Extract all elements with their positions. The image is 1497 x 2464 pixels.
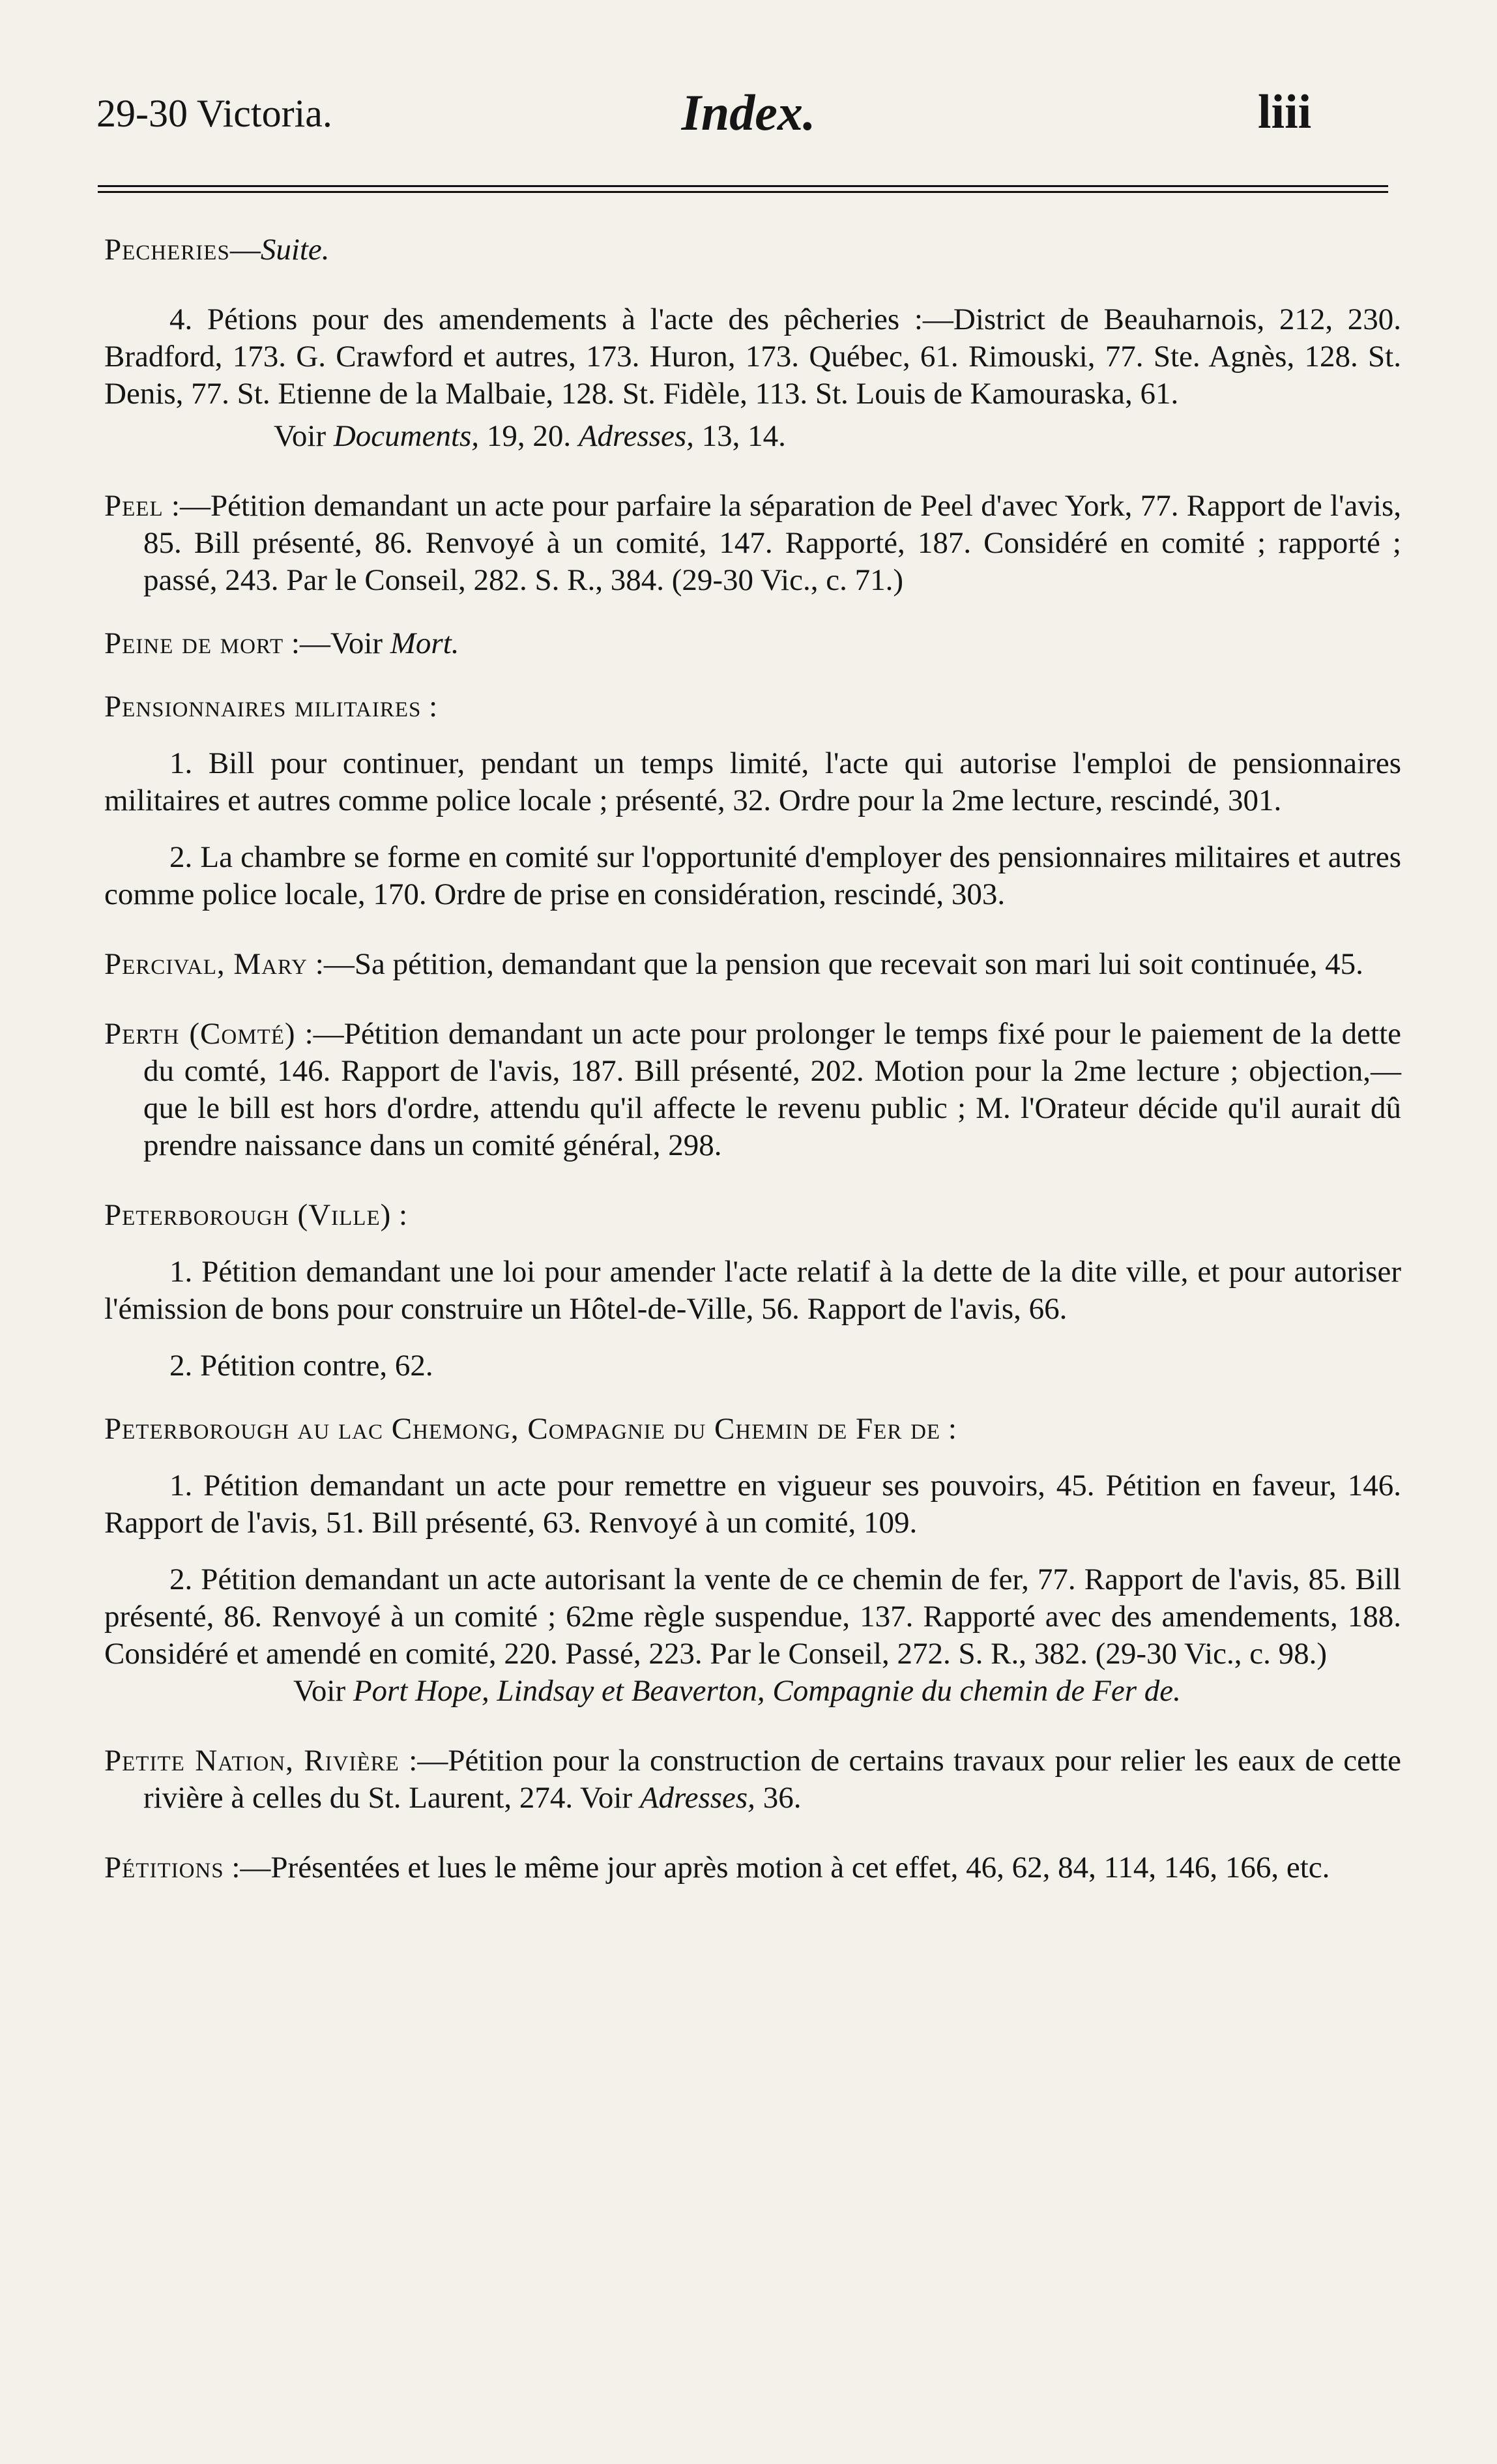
entry-text: :—Sa pétition, demandant que la pension que recevait son mari lui soit continuée, 45. [308, 947, 1363, 981]
subentry-text: 2. La chambre se forme en comité sur l'opportunité d'employer des pensionnaires militaires et autres comme police locale, 170. Ordre de prise en considération, rescindé, 303. [104, 840, 1401, 911]
subentry-text: 2. Pétition contre, 62. [169, 1349, 433, 1383]
index-body [104, 231, 1401, 1886]
entry-heading-line: Pensionnaires militaires : [104, 690, 438, 724]
cross-reference: Mort. [390, 626, 459, 660]
entry-heading: Peterborough (Ville) [104, 1198, 392, 1232]
entry-peterborough-chemong [104, 1411, 1401, 1710]
entry-heading: Percival, Mary [104, 947, 308, 981]
entry-heading: Petite Nation, Rivière [104, 1744, 400, 1778]
page-number: liii [1258, 85, 1312, 139]
entry-peine-de-mort: Peine de mort :—Voir Mort. [104, 626, 459, 660]
continuation-label: Suite. [260, 233, 330, 267]
subentry-text: 4. Pétions pour des amendements à l'acte des pêcheries :—District de Beauharnois, 212, 230. Bradford, 173. G. Crawford et autres, 173. Huron, 173. Québec, 61. Rimouski, 77. Ste. Agnès, 128. St. Denis, 77. St. Etienne de la Malbaie, 128. St. Fidèle, 113. St. Louis de Kamouraska, 61. [104, 302, 1401, 411]
header-rule-bottom [98, 191, 1388, 193]
entry-heading: Peine de mort [104, 626, 284, 660]
entry-petite-nation: Petite Nation, Rivière :—Pétition pour la construction de certains travaux pour relier les eaux de cette rivière à celles du St. Laurent, 274. Voir Adresses, 36. [104, 1744, 1401, 1815]
entry-percival [104, 946, 1401, 983]
subentry-text: 1. Bill pour continuer, pendant un temps limité, l'acte qui autorise l'emploi de pensionnaires militaires et autres comme police locale ; présenté, 32. Ordre pour la 2me lecture, rescindé, 301. [104, 746, 1401, 817]
running-head-title: Index. [681, 84, 816, 141]
entry-heading-line: Peterborough (Ville) : [104, 1198, 408, 1232]
entry-heading: Peel [104, 489, 164, 523]
subentry-text: 1. Pétition demandant une loi pour amender l'acte relatif à la dette de la dite ville, et pour autoriser l'émission de bons pour construire un Hôtel-de-Ville, 56. Rapport de l'avis, 66. [104, 1255, 1401, 1326]
entry-text: :—Pétition demandant un acte pour prolonger le temps fixé pour le paiement de la dette du comté, 146. Rapport de l'avis, 187. Bill présenté, 202. Motion pour la 2me lecture ; objection,—que le bill est hors d'ordre, attendu qu'il affecte le revenu public ; M. l'Orateur décide qu'il aurait dû prendre naissance dans un comité général, 298. [143, 1017, 1401, 1162]
cross-reference: Voir Documents, 19, 20. Adresses, 13, 14. [274, 419, 786, 453]
entry-heading: Perth (Comté) [104, 1017, 296, 1051]
entry-heading: Peterborough au lac Chemong, Compagnie du Chemin de Fer de [104, 1412, 941, 1446]
entry-perth [104, 1016, 1401, 1164]
entry-heading: Pecheries [104, 233, 230, 267]
running-head-volume: 29-30 Victoria. [96, 92, 332, 135]
header-rule-top [98, 185, 1388, 187]
cross-reference: Voir Port Hope, Lindsay et Beaverton, Compagnie du chemin de Fer de. [293, 1674, 1181, 1708]
entry-text: :—Pétition demandant un acte pour parfaire la séparation de Peel d'avec York, 77. Rapport de l'avis, 85. Bill présenté, 86. Renvoyé à un comité, 147. Rapporté, 187. Considéré en comité ; rapporté ; passé, 243. Par le Conseil, 282. S. R., 384. (29-30 Vic., c. 71.) [143, 489, 1401, 597]
entry-heading-line: Peterborough au lac Chemong, Compagnie du Chemin de Fer de : [104, 1412, 957, 1446]
entry-text: :—Pétition pour la construction de certains travaux pour relier les eaux de cette rivière à celles du St. Laurent, 274. Voir [143, 1744, 1401, 1815]
entry-pecheries [104, 231, 1401, 455]
entry-heading-line: Pecheries—Suite. [104, 233, 330, 267]
entry-peterborough-ville [104, 1197, 1401, 1385]
entry-peel [104, 488, 1401, 599]
entry-heading: Pensionnaires militaires [104, 690, 422, 724]
entry-heading: Pétitions [104, 1851, 224, 1885]
entry-petitions [104, 1849, 1401, 1886]
subentry-text: 2. Pétition demandant un acte autorisant la vente de ce chemin de fer, 77. Rapport de l'avis, 85. Bill présenté, 86. Renvoyé à un comité ; 62me règle suspendue, 137. Rapporté avec des amendements, 188. Considéré et amendé en comité, 220. Passé, 223. Par le Conseil, 272. S. R., 382. (29-30 Vic., c. 98.) [104, 1562, 1401, 1671]
entry-pensionnaires-militaires [104, 688, 1401, 913]
subentry-text: 1. Pétition demandant un acte pour remettre en vigueur ses pouvoirs, 45. Pétition en faveur, 146. Rapport de l'avis, 51. Bill présenté, 63. Renvoyé à un comité, 109. [104, 1469, 1401, 1540]
cross-reference: Adresses, [639, 1781, 755, 1815]
entry-text: :—Présentées et lues le même jour après motion à cet effet, 46, 62, 84, 114, 146, 166, etc. [224, 1851, 1330, 1885]
